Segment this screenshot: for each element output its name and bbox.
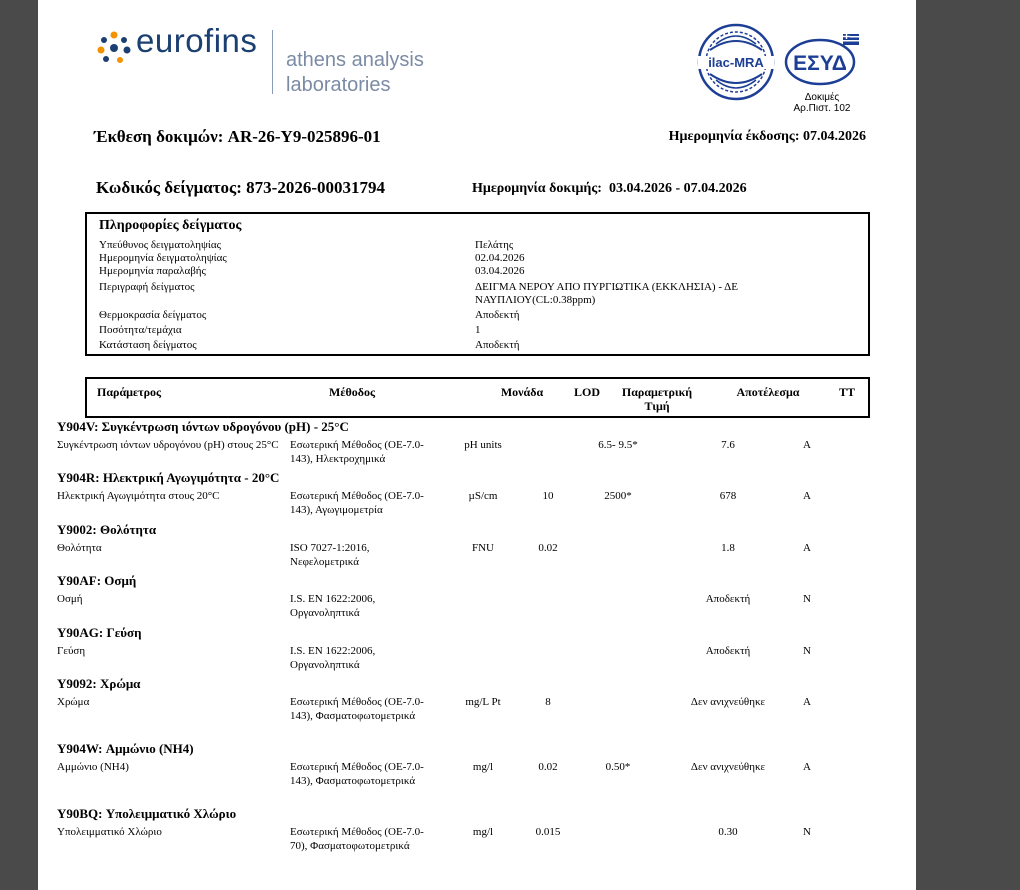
info-key: Ημερομηνία δειγματοληψίας [99,252,227,264]
result-param-cell: Χρώμα [57,696,90,708]
col-unit: Μονάδα [500,385,544,399]
result-method-cell: I.S. EN 1622:2006, Οργανοληπτικά [290,645,376,671]
info-value: 1 [475,324,481,336]
eurofins-logo [96,22,476,100]
result-method-cell: Εσωτερική Μέθοδος (ΟΕ-7.0-143), Φασματοφωτομετρικά [290,761,424,787]
result-method-cell: Εσωτερική Μέθοδος (ΟΕ-7.0-70), Φασματοφωτομετρικά [290,826,424,852]
result-method-cell: Εσωτερική Μέθοδος (ΟΕ-7.0-143), Φασματοφωτομετρικά [290,696,424,722]
col-param: Παράμετρος [97,385,162,399]
result-result-cell: Δεν ανιχνεύθηκε [690,696,766,708]
logo-divider [272,30,273,94]
test-date-label: Ημερομηνία δοκιμής: [472,181,602,196]
result-result-cell: 678 [719,490,737,502]
result-method-cell: Εσωτερική Μέθοδος (ΟΕ-7.0-143), Ηλεκτροχημικά [290,439,424,465]
report-label: Έκθεση δοκιμών: [94,127,224,146]
result-unit-cell: mg/l [472,761,494,773]
result-method-cell: I.S. EN 1622:2006, Οργανοληπτικά [290,593,376,619]
result-section-title: Y90AF: Οσμή [57,573,137,588]
result-param-cell: Υπολειμματικό Χλώριο [57,826,162,838]
sample-info-title: Πληροφορίες δείγματος [99,218,242,233]
result-tt-cell: N [803,826,811,838]
result-result-cell: Αποδεκτή [705,593,751,605]
result-lod-cell: 0.015 [535,826,561,838]
result-section-title: Y904V: Συγκέντρωση ιόντων υδρογόνου (pH) - 25°C [57,419,349,434]
info-key: Ημερομηνία παραλαβής [99,265,206,277]
result-tt-cell: N [803,645,811,657]
ilac-mra-logo [696,22,776,102]
info-value: Πελάτης [475,239,514,251]
col-method: Μέθοδος [329,385,376,399]
result-tt-cell: A [803,696,811,708]
result-result-cell: 0.30 [718,826,738,838]
sample-code-heading [96,178,385,198]
result-param-cell: Αμμώνιο (NH4) [57,761,129,773]
info-value: Αποδεκτή [475,339,520,351]
result-result-cell: 1.8 [721,542,735,554]
esyd-text: ΕΣΥΔ [793,52,847,75]
result-unit-cell: pH units [464,439,502,451]
info-key: Υπεύθυνος δειγματοληψίας [99,239,222,251]
ilac-text: ilac-MRA [708,55,764,70]
result-section-title: Y90BQ: Υπολειμματικό Χλώριο [57,806,237,821]
info-value: 02.04.2026 [475,252,525,264]
col-limit: Παραμετρική Τιμή [621,385,693,413]
result-result-cell: Δεν ανιχνεύθηκε [690,761,766,773]
eurofins-dots-icon [96,30,132,66]
test-date-heading [472,181,747,197]
result-param-cell: Συγκέντρωση ιόντων υδρογόνου (pH) στους 25°C [57,439,279,451]
result-section-title: Y9002: Θολότητα [57,522,157,537]
report-number: AR-26-Y9-025896-01 [227,127,381,146]
result-lod-cell: 8 [545,696,551,708]
result-section-title: Y904R: Ηλεκτρική Αγωγιμότητα - 20°C [57,470,280,485]
result-tt-cell: A [803,490,811,502]
info-key: Κατάσταση δείγματος [99,339,197,351]
result-section-title: Y904W: Αμμώνιο (NH4) [57,741,194,756]
info-key: Ποσότητα/τεμάχια [99,324,182,336]
sample-code: 873-2026-00031794 [246,178,385,197]
esyd-caption-1: Δοκιμές [804,92,840,103]
result-tt-cell: A [803,542,811,554]
result-param-cell: Ηλεκτρική Αγωγιμότητα στους 20°C [57,490,220,502]
report-number-heading [94,127,381,147]
col-result: Αποτέλεσμα [736,385,800,399]
info-key: Περιγραφή δείγματος [99,281,195,293]
issue-date: 07.04.2026 [803,129,866,144]
issue-date-heading [669,129,866,145]
result-result-cell: Αποδεκτή [705,645,751,657]
result-lod-cell: 0.02 [538,542,558,554]
lab-name-line2: laboratories [286,74,391,96]
result-tt-cell: N [803,593,811,605]
result-lod-cell: 10 [542,490,554,502]
info-value: Αποδεκτή [475,309,520,321]
result-tt-cell: A [803,761,811,773]
result-lod-cell: 0.02 [538,761,558,773]
result-limit-cell: 0.50* [605,761,631,773]
info-value: ΔΕΙΓΜΑ ΝΕΡΟΥ ΑΠΟ ΠΥΡΓΙΩΤΙΚΑ (ΕΚΚΛΗΣΙΑ) - ΔΕ ΝΑΥΠΛΙΟΥ(CL:0.38ppm) [475,281,738,306]
col-tt: TT [838,385,855,399]
lab-name-line1: athens analysis [286,49,424,71]
result-param-cell: Θολότητα [57,542,102,554]
result-param-cell: Οσμή [57,593,83,605]
result-unit-cell: µS/cm [468,490,498,502]
issue-date-label: Ημερομηνία έκδοσης: [668,129,800,144]
result-unit-cell: mg/l [472,826,494,838]
esyd-logo [783,32,861,88]
result-param-cell: Γεύση [57,645,86,657]
result-tt-cell: A [803,439,811,451]
brand-name: eurofins [136,22,258,59]
result-method-cell: Εσωτερική Μέθοδος (ΟΕ-7.0-143), Αγωγιμομετρία [290,490,424,516]
result-section-title: Y90AG: Γεύση [57,625,142,640]
result-result-cell: 7.6 [721,439,735,451]
result-unit-cell: FNU [471,542,494,554]
report-page [38,0,916,890]
results-header [85,377,870,418]
sample-code-label: Κωδικός δείγματος: [96,178,242,197]
info-value: 03.04.2026 [475,265,525,277]
result-unit-cell: mg/L Pt [465,696,501,708]
result-section-title: Y9092: Χρώμα [57,676,141,691]
result-limit-cell: 2500* [604,490,632,502]
result-method-cell: ISO 7027-1:2016, Νεφελομετρικά [290,542,370,568]
col-lod: LOD [573,385,600,399]
info-key: Θερμοκρασία δείγματος [99,309,207,321]
test-dates: 03.04.2026 - 07.04.2026 [608,181,747,196]
esyd-caption-2: Αρ.Πιστ. 102 [793,103,851,114]
result-limit-cell: 6.5- 9.5* [598,439,638,451]
sample-info-box [85,212,870,356]
